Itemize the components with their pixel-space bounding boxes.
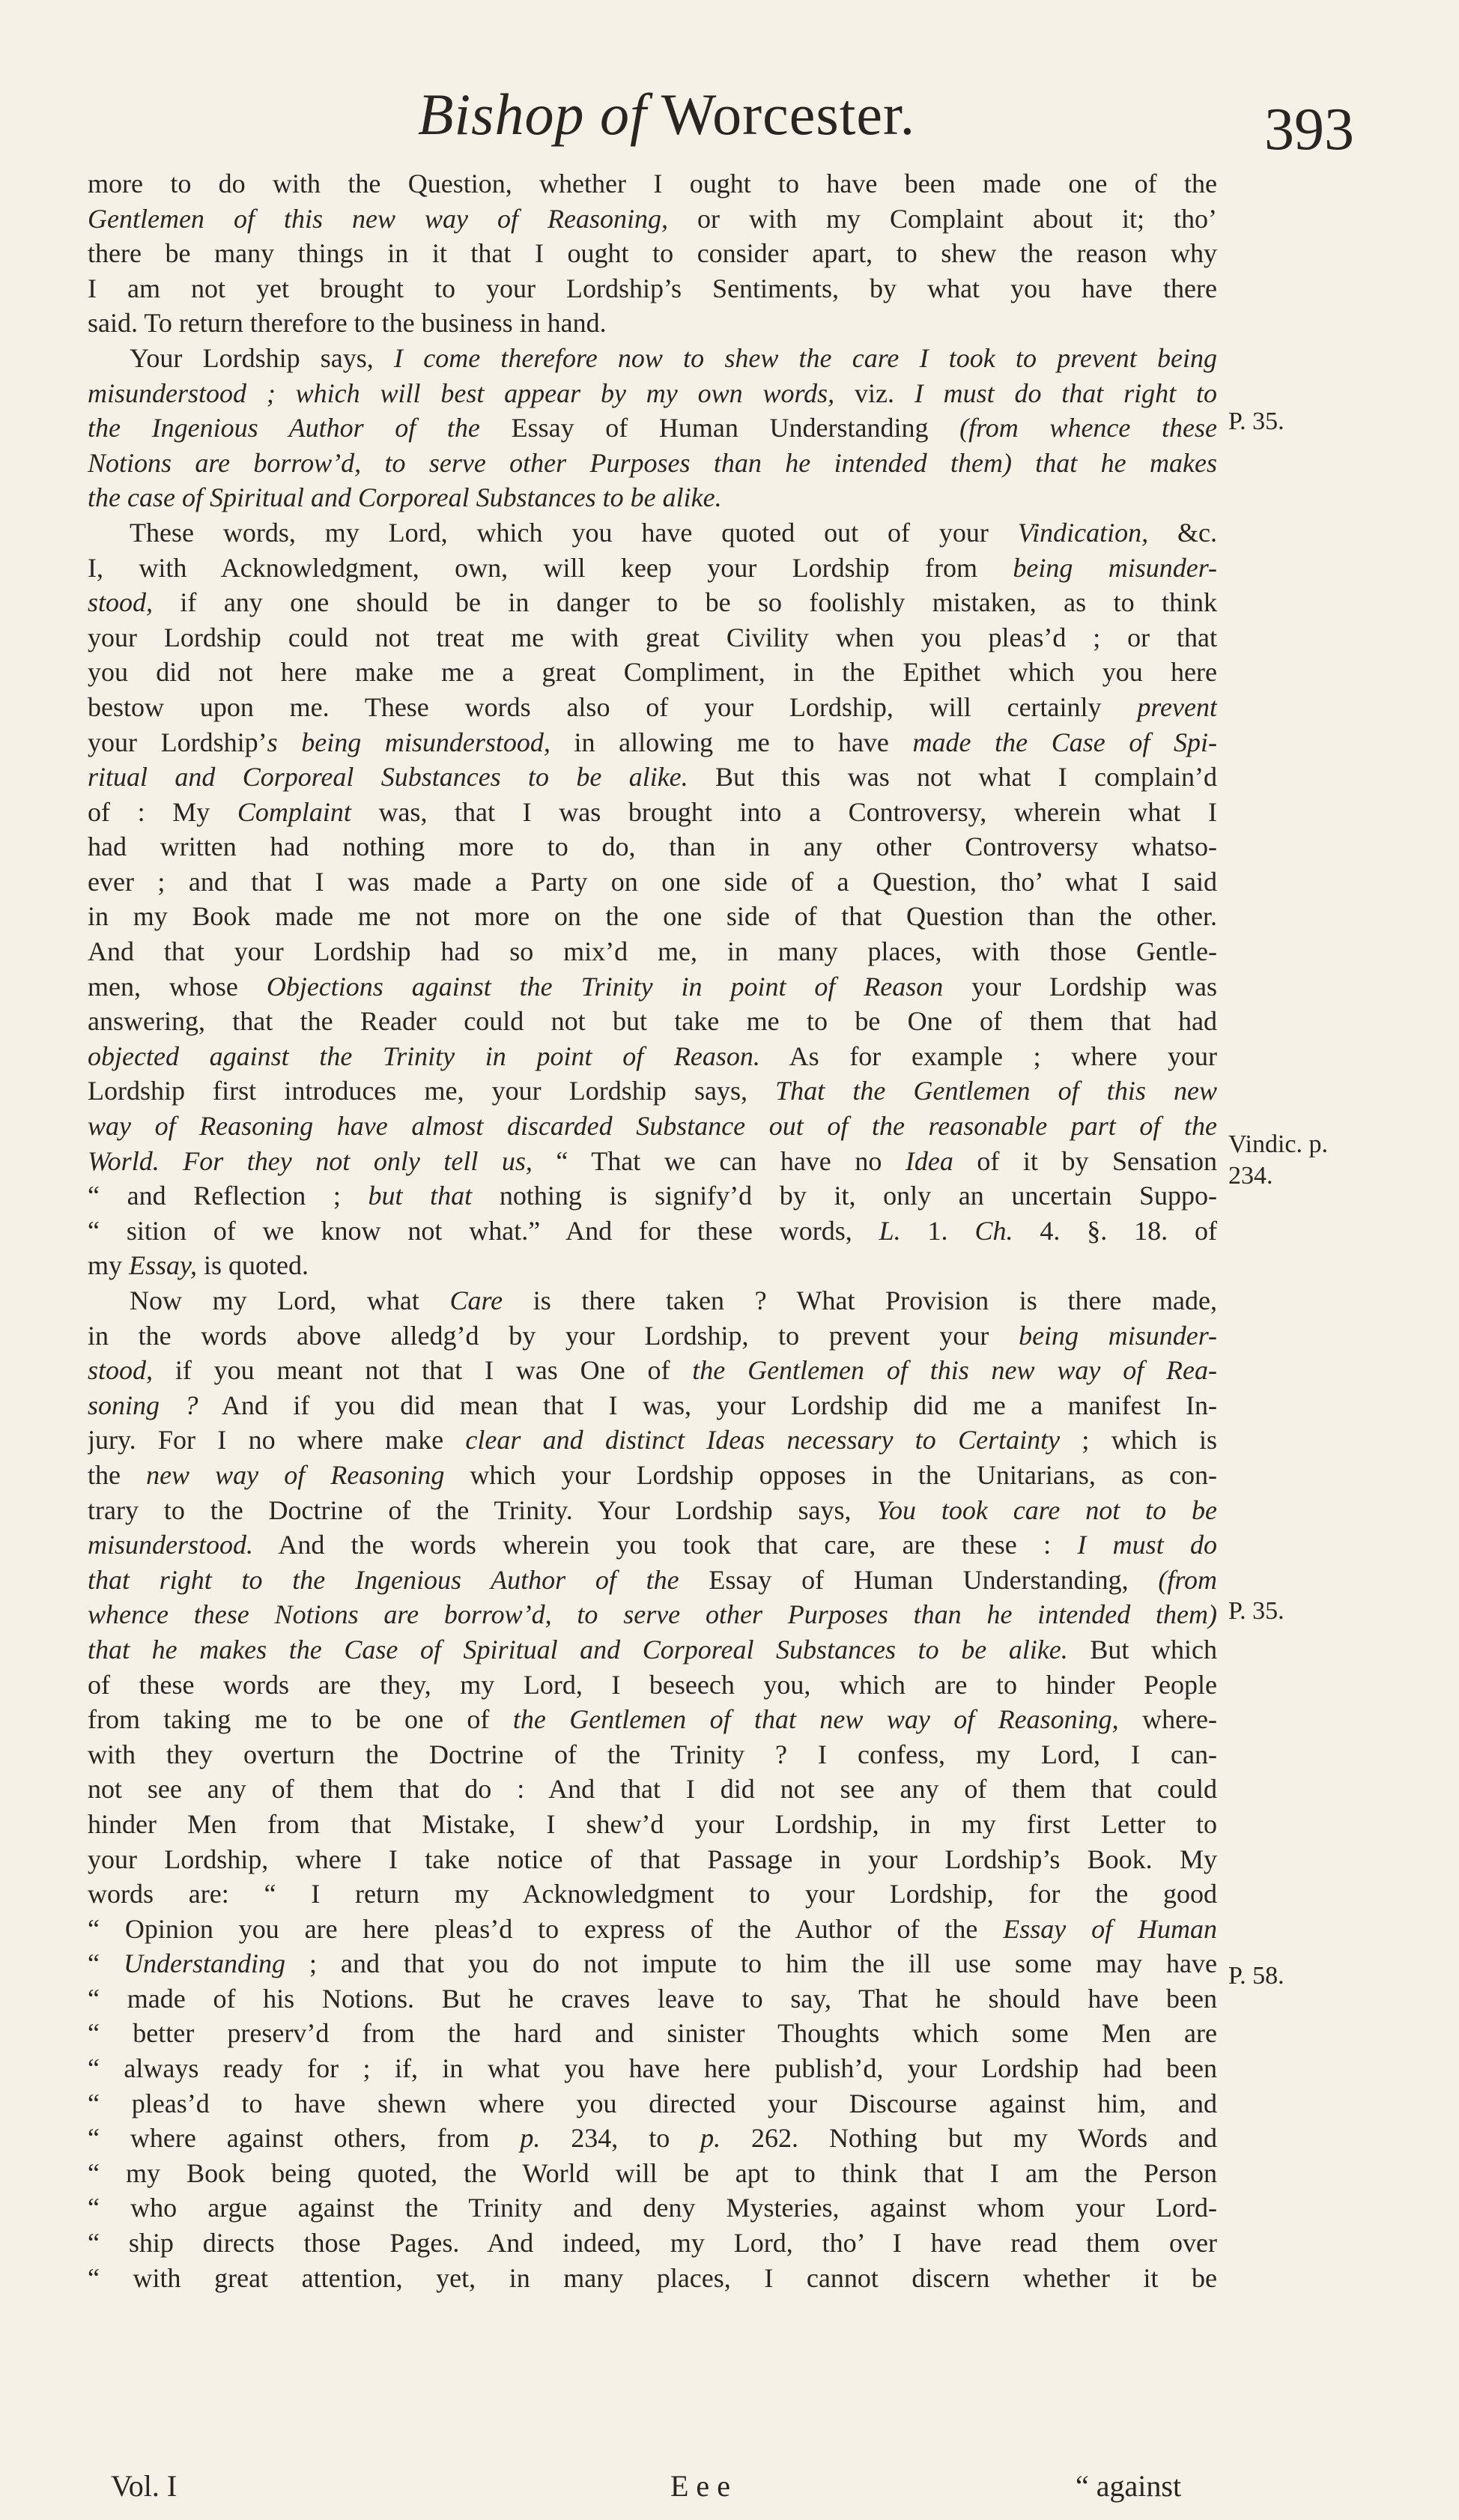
text-line: there be many things in it that I ought to consider apart, to shew the reason why (88, 238, 1217, 269)
text-line: “ and Reflection ; but that nothing is signify’d by it, only an uncertain Suppo- (88, 1181, 1217, 1211)
text-line: “ my Book being quoted, the World will be apt to think that I am the Person (88, 2157, 1217, 2188)
text-line: trary to the Doctrine of the Trinity. Your Lordship says, You took care not to be (88, 1494, 1217, 1525)
text-line: Notions are borrow’d, to serve other Purposes than he intended them) that he makes (88, 447, 1217, 478)
text-line: your Lordship, where I take notice of that Passage in your Lordship’s Book. My (88, 1844, 1217, 1874)
page-number: 393 (1264, 97, 1354, 163)
text-line: stood, if any one should be in danger to be so foolishly mistaken, as to think (88, 587, 1217, 618)
text-line: “ who argue against the Trinity and deny Mysteries, against whom your Lord- (88, 2193, 1217, 2223)
text-line: hinder Men from that Mistake, I shew’d your Lordship, in my first Letter to (88, 1808, 1217, 1839)
text-line: “ ship directs those Pages. And indeed, my Lord, tho’ I have read them over (88, 2228, 1217, 2259)
text-line: soning ? And if you did mean that I was, your Lordship did me a manifest In- (88, 1390, 1217, 1420)
text-line: in my Book made me not more on the one side of that Question than the other. (88, 901, 1217, 932)
body-text (88, 166, 1217, 2295)
margin-note-p58: P. 58. (1228, 1962, 1284, 1990)
text-line: ever ; and that I was made a Party on one side of a Question, tho’ what I said (88, 866, 1217, 897)
text-line: And that your Lordship had so mix’d me, in many places, with those Gentle- (88, 936, 1217, 967)
text-line: that he makes the Case of Spiritual and Corporeal Substances to be alike. But which (88, 1634, 1217, 1665)
text-line: misunderstood. And the words wherein you took that care, are these : I must do (88, 1530, 1217, 1560)
text-line: ritual and Corporeal Substances to be alike. But this was not what I complain’d (88, 762, 1217, 793)
text-line: jury. For I no where make clear and distinct Ideas necessary to Certainty ; which is (88, 1425, 1217, 1456)
text-line: had written had nothing more to do, than in any other Controversy whatso- (88, 832, 1217, 862)
text-line: Now my Lord, what Care is there taken ? What Provision is there made, (130, 1285, 1217, 1315)
text-line: of : My Complaint was, that I was brought into a Controversy, wherein what I (88, 796, 1217, 827)
text-line: “ pleas’d to have shewn where you directed your Discourse against him, and (88, 2088, 1217, 2118)
text-line: “ always ready for ; if, in what you have here publish’d, your Lordship had been (88, 2053, 1217, 2084)
text-line: the case of Spiritual and Corporeal Substances to be alike. (88, 482, 722, 513)
text-line: way of Reasoning have almost discarded Substance out of the reasonable part of the (88, 1111, 1217, 1142)
running-title (412, 81, 921, 148)
margin-note-vindic (1228, 1129, 1328, 1192)
text-line: “ where against others, from p. 234, to p. 262. Nothing but my Words and (88, 2123, 1217, 2154)
text-line: whence these Notions are borrow’d, to serve other Purposes than he intended them) (88, 1599, 1217, 1630)
text-line: objected against the Trinity in point of Reason. As for example ; where your (88, 1041, 1217, 1071)
text-line: of these words are they, my Lord, I beseech you, which are to hinder People (88, 1669, 1217, 1700)
text-line: Lordship first introduces me, your Lordship says, That the Gentlemen of this new (88, 1076, 1217, 1106)
catchword: “ against (1076, 2469, 1182, 2503)
text-line: Gentlemen of this new way of Reasoning, or with my Complaint about it; tho’ (88, 203, 1217, 234)
margin-note-p35-b: P. 35. (1228, 1597, 1284, 1625)
text-line: said. To return therefore to the business in hand. (88, 308, 607, 339)
text-line: I, with Acknowledgment, own, will keep your Lordship from being misunder- (88, 552, 1217, 583)
text-line: “ sition of we know not what.” And for these words, L. 1. Ch. 4. §. 18. of (88, 1215, 1217, 1246)
text-line: your Lordship could not treat me with great Civility when you pleas’d ; or that (88, 622, 1217, 652)
text-line: your Lordship’s being misunderstood, in allowing me to have made the Case of Spi- (88, 727, 1217, 757)
text-line: you did not here make me a great Compliment, in the Epithet which you here (88, 657, 1217, 688)
text-line: “ better preserv’d from the hard and sinister Thoughts which some Men are (88, 2018, 1217, 2049)
text-line: men, whose Objections against the Trinity in point of Reason your Lordship was (88, 971, 1217, 1002)
text-line: answering, that the Reader could not but take me to be One of them that had (88, 1006, 1217, 1037)
text-line: Your Lordship says, I come therefore now to shew the care I took to prevent being (130, 342, 1217, 373)
text-line: “ with great attention, yet, in many places, I cannot discern whether it be (88, 2262, 1217, 2293)
volume-label: Vol. I (111, 2469, 178, 2503)
page-footer (0, 2468, 1459, 2506)
text-line: bestow upon me. These words also of your Lordship, will certainly prevent (88, 691, 1217, 722)
text-line: that right to the Ingenious Author of the Essay of Human Understanding, (from (88, 1564, 1217, 1595)
text-line: from taking me to be one of the Gentlemen of that new way of Reasoning, where- (88, 1704, 1217, 1735)
text-line: more to do with the Question, whether I ought to have been made one of the (88, 169, 1217, 199)
text-line: World. For they not only tell us, “ That we can have no Idea of it by Sensation (88, 1145, 1217, 1176)
text-line: not see any of them that do : And that I did not see any of them that could (88, 1774, 1217, 1805)
text-line: the new way of Reasoning which your Lordship opposes in the Unitarians, as con- (88, 1459, 1217, 1490)
text-line: These words, my Lord, which you have quoted out of your Vindication, &c. (130, 517, 1217, 548)
running-title-italic: Bishop of (417, 82, 647, 147)
text-line: “ Opinion you are here pleas’d to express of the Author of the Essay of Human (88, 1913, 1217, 1944)
text-line: “ made of his Notions. But he craves leave to say, That he should have been (88, 1983, 1217, 2014)
text-line: words are: “ I return my Acknowledgment to your Lordship, for the good (88, 1879, 1217, 1909)
text-line: the Ingenious Author of the Essay of Human Understanding (from whence these (88, 413, 1217, 443)
text-line: in the words above alledg’d by your Lordship, to prevent your being misunder- (88, 1320, 1217, 1351)
running-title-roman: Worcester. (661, 82, 916, 147)
margin-note-vindic-line1: Vindic. p. (1228, 1130, 1328, 1158)
signature-mark: E e e (670, 2469, 730, 2503)
text-line: “ Understanding ; and that you do not impute to him the ill use some may have (88, 1948, 1217, 1979)
running-head (0, 81, 1459, 163)
margin-note-p35-a: P. 35. (1228, 408, 1284, 435)
text-line: my Essay, is quoted. (88, 1250, 309, 1281)
text-line: stood, if you meant not that I was One of the Gentlemen of this new way of Rea- (88, 1355, 1217, 1386)
text-line: with they overturn the Doctrine of the Trinity ? I confess, my Lord, I can- (88, 1739, 1217, 1769)
margin-note-vindic-line2: 234. (1228, 1162, 1273, 1190)
text-line: misunderstood ; which will best appear by my own words, viz. I must do that right to (88, 378, 1217, 408)
text-line: I am not yet brought to your Lordship’s Sentiments, by what you have there (88, 273, 1217, 303)
